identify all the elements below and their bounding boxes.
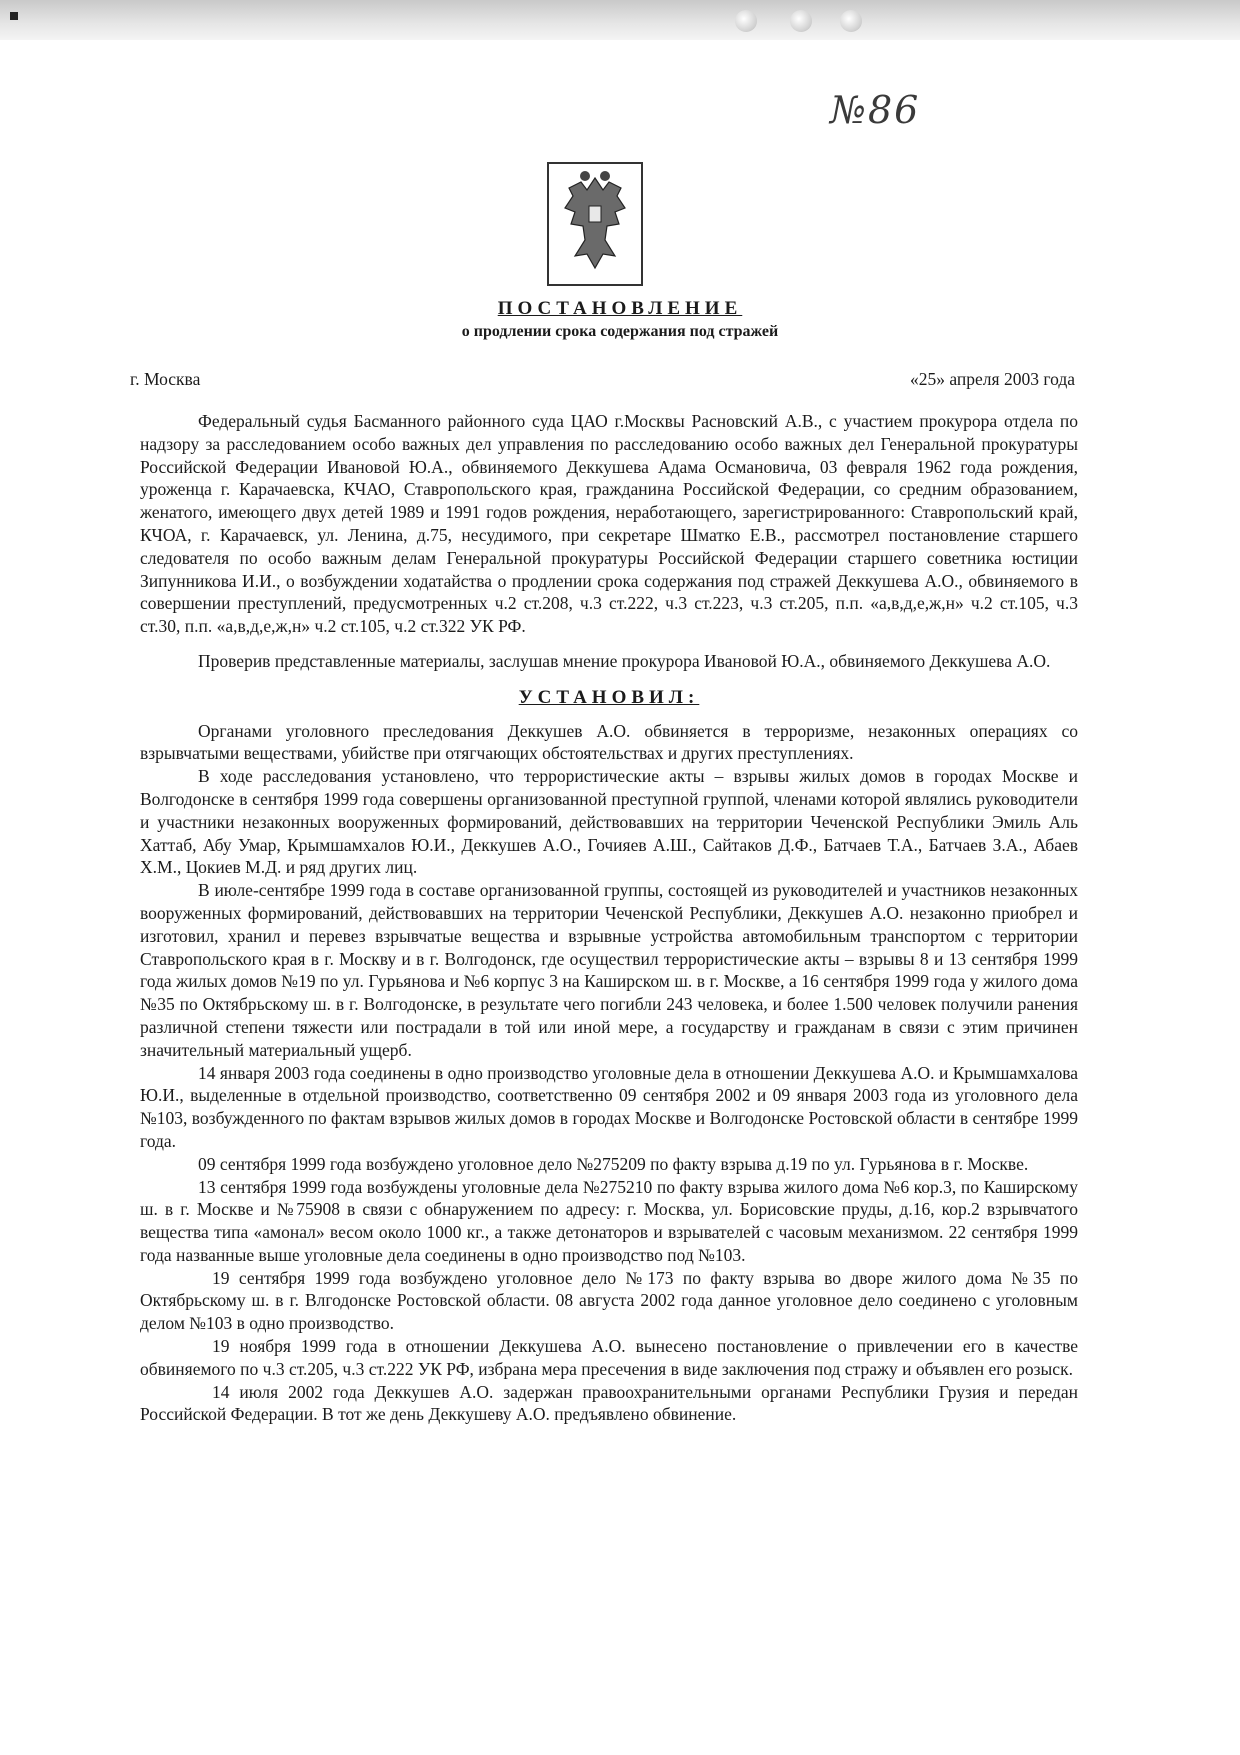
body-paragraph: В июле-сентябре 1999 года в составе организованной группы, состоящей из руководителей и участников незаконных вооруженных формирований, действовавших на территории Чеченской Республики, Деккушев А.О. незаконно приобрел и изготовил, хранил и перевез взрывчатые вещества и взрывные устройства автомобильным транспортом с территории Ставропольского края в г. Москву и в г. Волгодонск, где осуществил террористические акты – взрывы 8 и 13 сентября 1999 года жилых домов №19 по ул. Гурьянова и №6 корпус 3 на Каширском ш. в г. Москве, а 16 сентября 1999 года у жилого дома №35 по Октябрьскому ш. в г. Волгодонске, в результате чего погибли 243 человека, и более 1.500 человек получили ранения различной степени тяжести или пострадали в той или иной мере, а государству и гражданам в связи с этим причинен значительный материальный ущерб. [140,880,1078,1060]
body-paragraph: 14 июля 2002 года Деккушев А.О. задержан правоохранительными органами Республики Грузия и передан Российской Федерации. В тот же день Деккушеву А.О. предъявлено обвинение. [140,1381,1078,1425]
scan-header-strip [0,0,1240,40]
handwritten-number: №86 [830,88,921,132]
scan-hole-mark [790,10,812,32]
body-paragraph: Органами уголовного преследования Деккушев А.О. обвиняется в терроризме, незаконных операциях со взрывчатыми веществами, убийстве при отягчающих обстоятельствах и других преступлениях. [140,720,1078,764]
body-paragraph: 13 сентября 1999 года возбуждены уголовные дела №275210 по факту взрыва жилого дома №6 кор.3, по Каширскому ш. в г. Москве и №75908 в связи с обнаружением по адресу: г. Москва, ул. Борисовские пруды, д.16, кор.2 взрывчатого вещества типа «амонал» весом около 1000 кг., а также детонаторов и взрывателей с часовым механизмом. 22 сентября 1999 года названные выше уголовные дела соединены в одно производство под №103. [140,1176,1078,1265]
place-date-line [130,369,1075,390]
body-paragraph: 19 сентября 1999 года возбуждено уголовное дело №173 по факту взрыва во дворе жилого дома №35 по Октябрьскому ш. в г. Влгодонске Ростовской области. 08 августа 2002 года данное уголовное дело соединено с уголовным делом №103 в одно производство. [140,1267,1078,1334]
document-title: ПОСТАНОВЛЕНИЕ [497,298,743,319]
document-body [140,410,1078,1426]
scan-hole-mark [840,10,862,32]
body-paragraph: 14 января 2003 года соединены в одно производство уголовные дела в отношении Деккушева А.О. и Крымшамхалова Ю.И., выделенные в отдельной производство, соответственно 09 сентября 2002 и 09 января 2003 года из уголовного дела №103, возбужденного по фактам взрывов жилых домов в городах Москве и Волгодонске Ростовской области в сентябре 1999 года. [140,1062,1078,1151]
coat-of-arms-icon [545,160,645,288]
review-paragraph: Проверив представленные материалы, заслушав мнение прокурора Ивановой Ю.А., обвиняемого Деккушева А.О. [198,650,1051,671]
scan-corner-mark [10,12,18,20]
document-place: г. Москва [130,369,201,389]
body-paragraph: 09 сентября 1999 года возбуждено уголовное дело №275209 по факту взрыва д.19 по ул. Гурьянова в г. Москве. [198,1153,1029,1174]
document-subtitle: о продлении срока содержания под стражей [461,323,779,340]
section-heading: УСТАНОВИЛ: [518,686,700,708]
body-paragraph: В ходе расследования установлено, что террористические акты – взрывы жилых домов в городах Москве и Волгодонске в сентября 1999 года совершены организованной преступной группой, членами которой являлись руководители и участники незаконных вооруженных формирований, действовавших на территории Чеченской Республики Эмиль Аль Хаттаб, Абу Умар, Крымшамхалов Ю.И., Деккушев А.О., Гочияев А.Ш., Сайтаков Д.Ф., Батчаев Т.А., Батчаев З.А., Абаев Х.М., Цокиев М.Д. и ряд других лиц. [140,766,1078,878]
scan-hole-mark [735,10,757,32]
body-paragraph: 19 ноября 1999 года в отношении Деккушева А.О. вынесено постановление о привлечении его в качестве обвиняемого по ч.3 ст.205, ч.3 ст.222 УК РФ, избрана мера пресечения в виде заключения под стражу и объявлен его розыск. [140,1336,1078,1379]
document-date: «25» апреля 2003 года [910,369,1075,389]
intro-paragraph: Федеральный судья Басманного районного суда ЦАО г.Москвы Расновский А.В., с участием прокурора отдела по надзору за расследованием особо важных дел управления по расследованию особо важных дел Генеральной прокуратуры Российской Федерации Ивановой Ю.А., обвиняемого Деккушева Адама Османовича, 03 февраля 1962 года рождения, уроженца г. Карачаевска, КЧАО, Ставропольского края, гражданина Российской Федерации, со средним образованием, женатого, имеющего двух детей 1989 и 1991 годов рождения, неработающего, зарегистрированного: Ставропольский край, КЧОА, г. Карачаевск, ул. Ленина, д.75, несудимого, при секретаре Шматко Е.В., рассмотрел постановление старшего следователя по особо важным делам Генеральной прокуратуры Российской Федерации старшего советника юстиции Зипунникова И.И., о возбуждении ходатайства о продлении срока содержания под стражей Деккушева А.О., обвиняемого в совершении преступлений, предусмотренных ч.2 ст.208, ч.3 ст.222, ч.3 ст.223, ч.3 ст.205, п.п. «а,в,д,е,ж,н» ч.2 ст.105, ч.3 ст.30, п.п. «а,в,д,е,ж,н» ч.2 ст.105, ч.2 ст.322 УК РФ. [140,411,1078,637]
